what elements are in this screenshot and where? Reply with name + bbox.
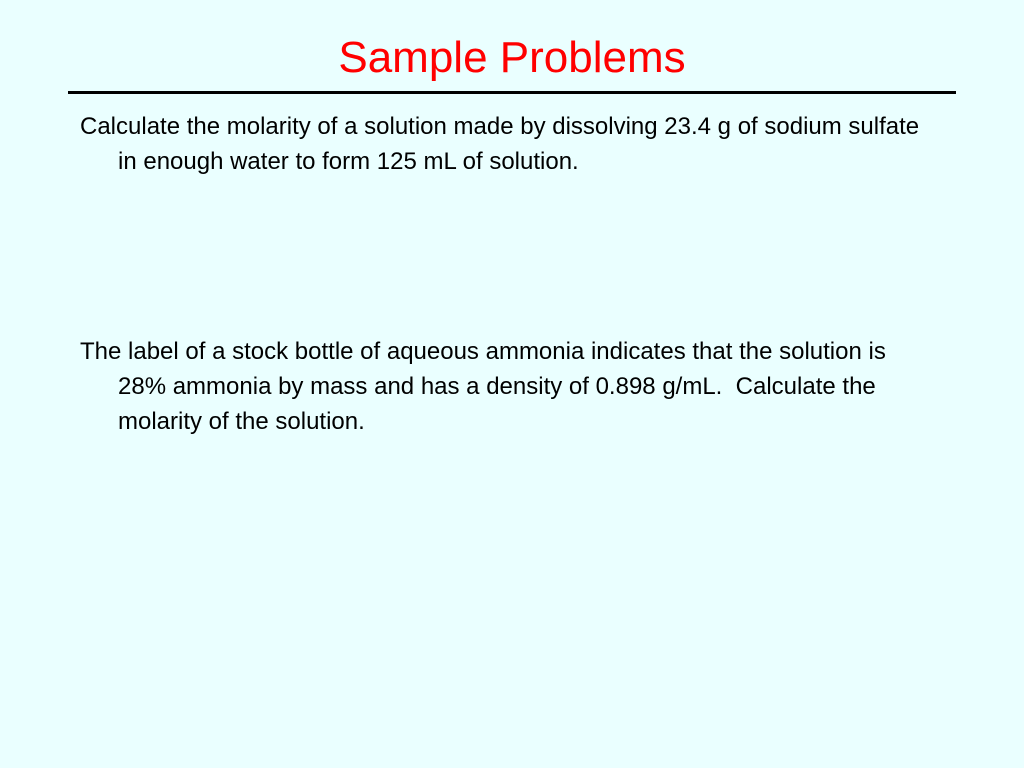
problem-2-text: The label of a stock bottle of aqueous ammonia indicates that the solution is 28% ammonia by mass and has a density of 0.898 g/mL. Calculate the molarity of the solution. [80,338,893,435]
title-divider [68,91,956,94]
problem-1-text: Calculate the molarity of a solution made by dissolving 23.4 g of sodium sulfate in enough water to form 125 mL of solution. [80,113,926,175]
slide-title: Sample Problems [338,33,686,82]
